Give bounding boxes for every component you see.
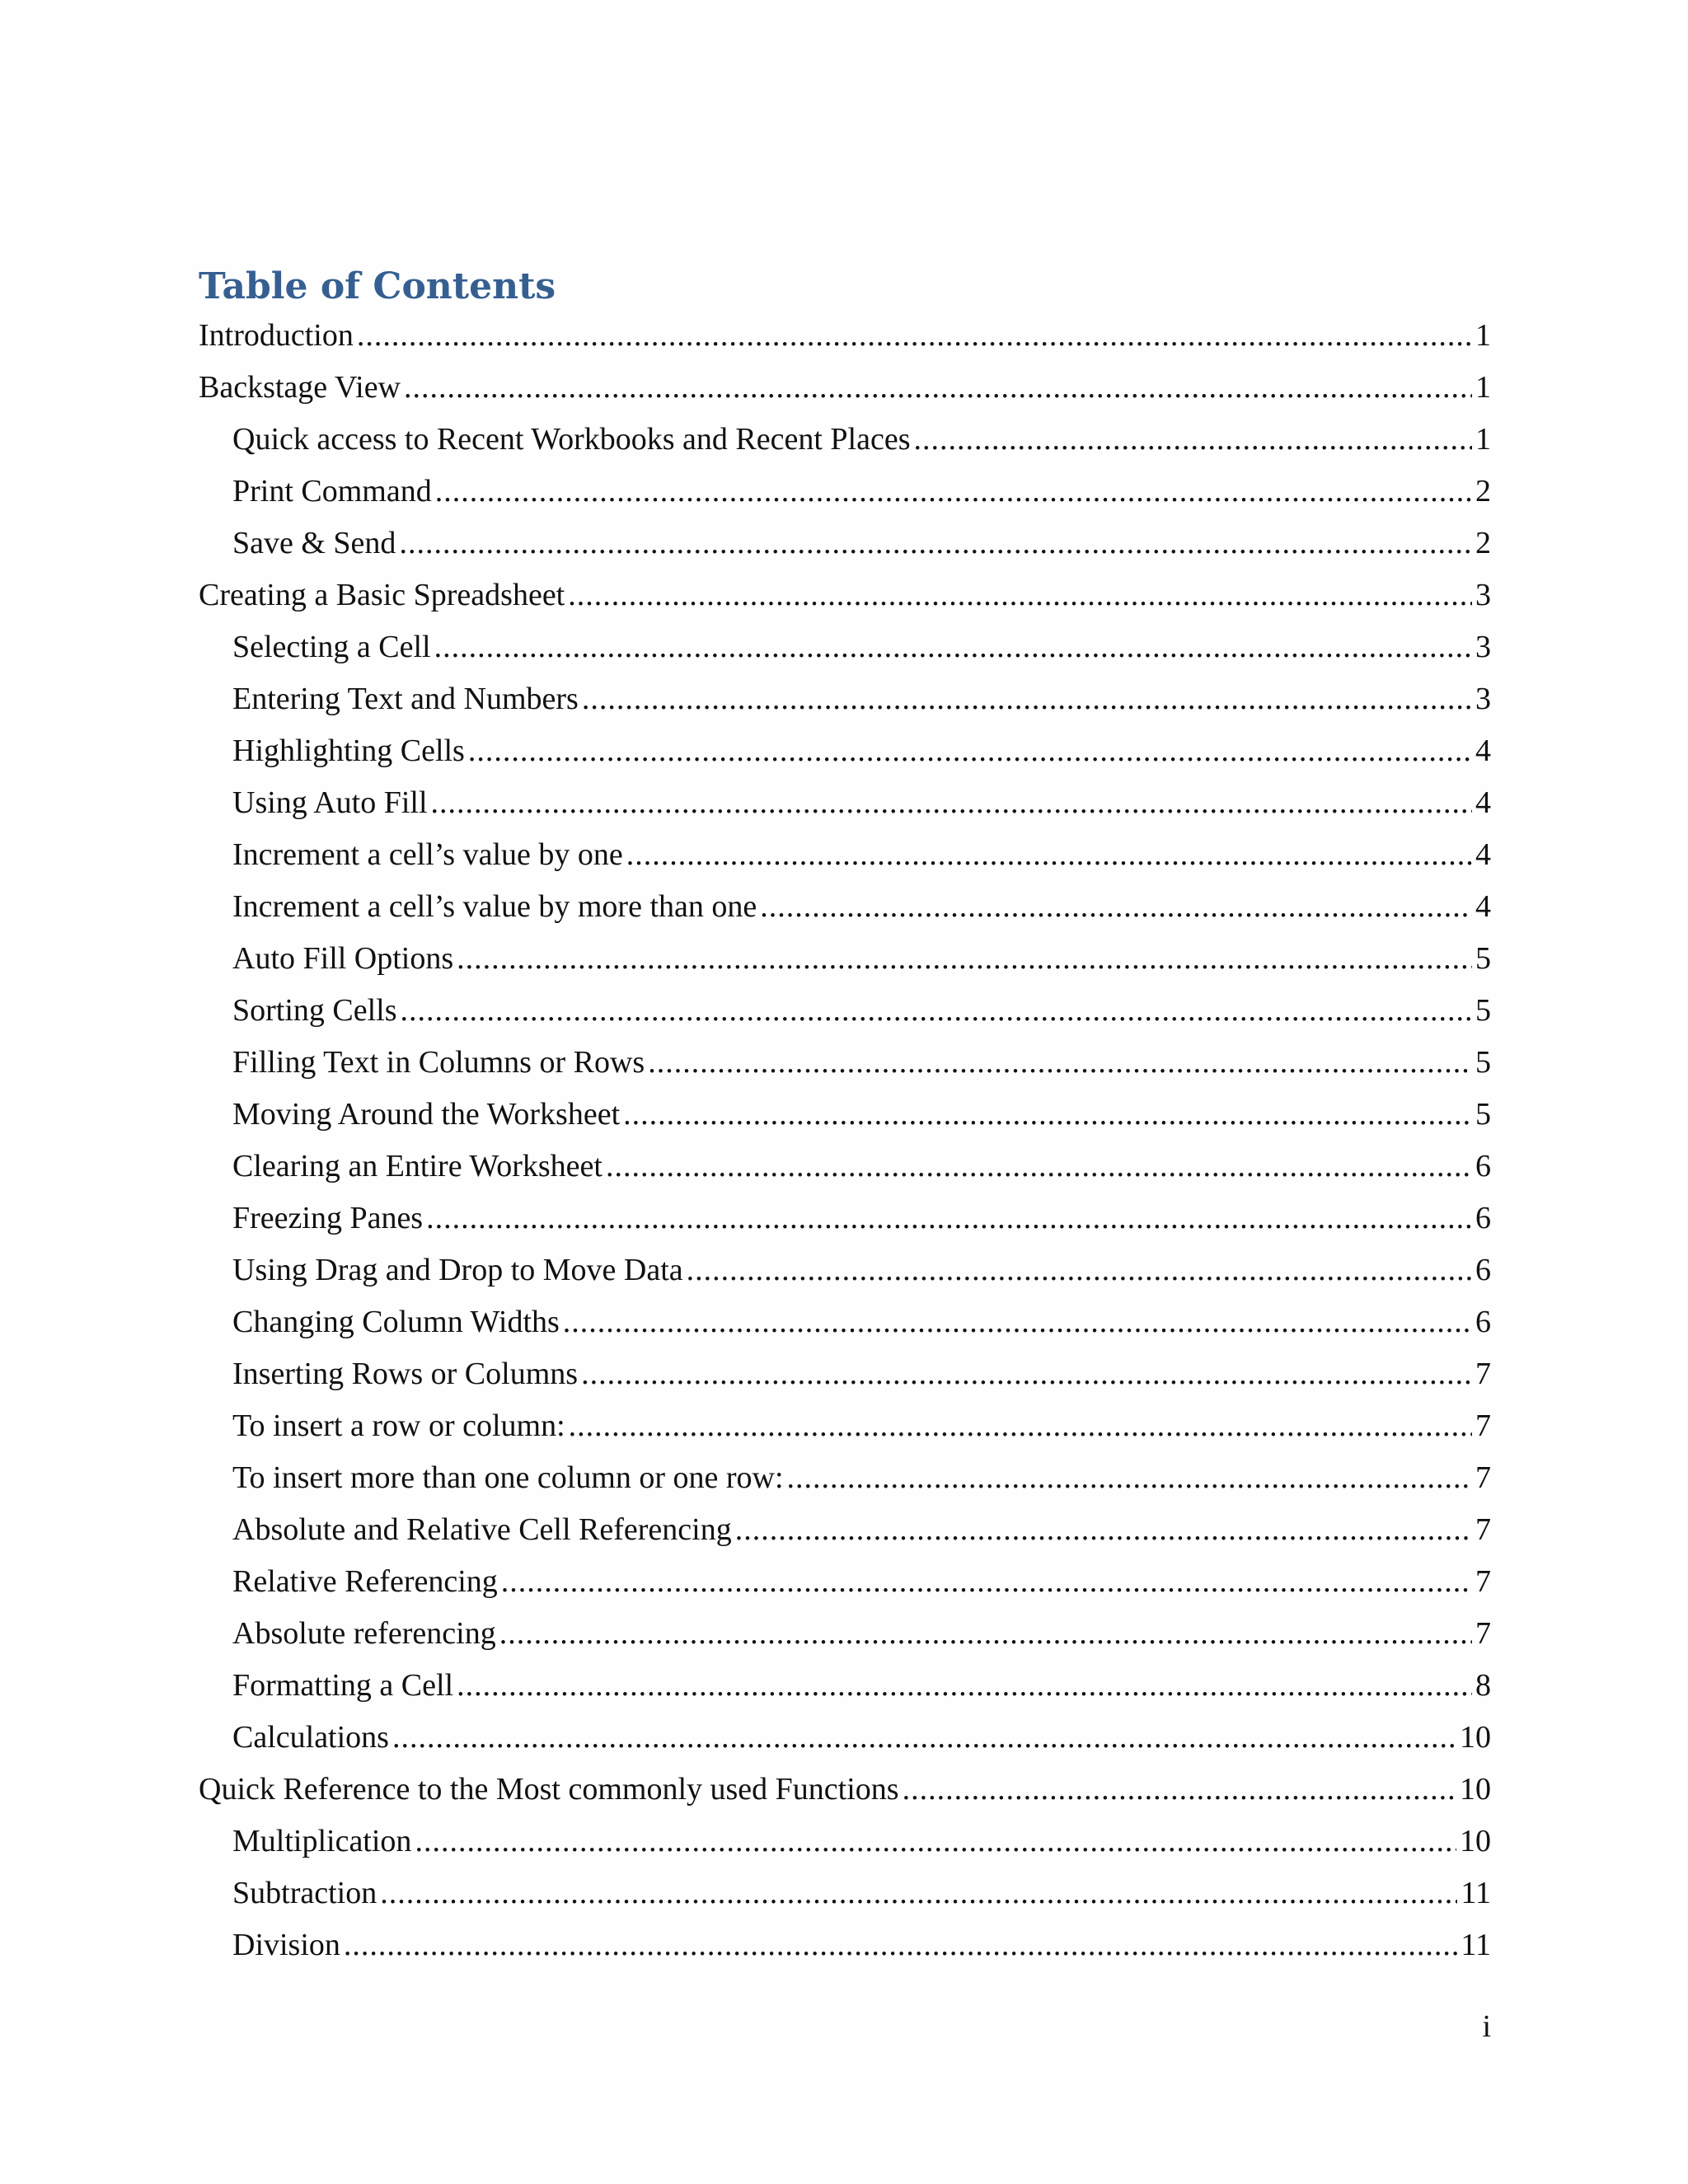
toc-entry[interactable] bbox=[199, 1504, 1491, 1556]
toc-dot-leader bbox=[606, 1141, 1472, 1193]
toc-dot-leader bbox=[760, 881, 1472, 933]
toc-entry-page: 7 bbox=[1475, 1564, 1491, 1599]
toc-entry-title: Entering Text and Numbers bbox=[232, 682, 579, 716]
toc-entry-page: 7 bbox=[1475, 1408, 1491, 1443]
toc-entry-title: Inserting Rows or Columns bbox=[232, 1357, 579, 1391]
toc-dot-leader bbox=[648, 1037, 1472, 1089]
toc-entry[interactable] bbox=[199, 1037, 1491, 1089]
toc-entry-title: Formatting a Cell bbox=[232, 1668, 454, 1703]
toc-entry-page: 7 bbox=[1475, 1512, 1491, 1547]
toc-entry-page: 2 bbox=[1475, 526, 1491, 560]
toc-entry-page: 2 bbox=[1475, 474, 1491, 509]
toc-entry[interactable] bbox=[199, 1193, 1491, 1244]
toc-entry[interactable] bbox=[199, 777, 1491, 829]
toc-entry-title: Print Command bbox=[232, 474, 432, 509]
toc-entry-page: 5 bbox=[1475, 1045, 1491, 1080]
toc-entry-page: 3 bbox=[1475, 578, 1491, 612]
toc-entry[interactable] bbox=[199, 466, 1491, 518]
toc-entry-title: Introduction bbox=[199, 318, 354, 353]
toc-dot-leader bbox=[380, 1868, 1457, 1919]
toc-entry[interactable] bbox=[199, 1141, 1491, 1193]
toc-entry-page: 1 bbox=[1475, 422, 1491, 457]
toc-entry-page: 10 bbox=[1460, 1772, 1491, 1807]
toc-entry-page: 5 bbox=[1475, 1097, 1491, 1132]
toc-dot-leader bbox=[903, 1764, 1456, 1816]
toc-entry[interactable] bbox=[199, 518, 1491, 569]
toc-entry[interactable] bbox=[199, 725, 1491, 777]
toc-entry[interactable] bbox=[199, 1556, 1491, 1608]
toc-entry[interactable] bbox=[199, 829, 1491, 881]
toc-list bbox=[199, 310, 1491, 1971]
toc-dot-leader bbox=[501, 1556, 1472, 1608]
toc-dot-leader bbox=[357, 310, 1472, 362]
toc-entry[interactable] bbox=[199, 362, 1491, 414]
toc-dot-leader bbox=[568, 569, 1472, 621]
toc-dot-leader bbox=[434, 621, 1472, 673]
toc-entry-page: 11 bbox=[1461, 1876, 1491, 1910]
toc-entry-title: Increment a cell’s value by one bbox=[232, 837, 623, 872]
toc-dot-leader bbox=[457, 1660, 1472, 1712]
toc-entry-page: 4 bbox=[1475, 837, 1491, 872]
toc-entry[interactable] bbox=[199, 1244, 1491, 1296]
toc-entry[interactable] bbox=[199, 881, 1491, 933]
toc-entry-title: Freezing Panes bbox=[232, 1201, 424, 1235]
toc-entry-page: 6 bbox=[1475, 1253, 1491, 1287]
toc-heading: Table of Contents bbox=[199, 265, 556, 307]
toc-entry-title: Auto Fill Options bbox=[232, 941, 454, 976]
toc-entry-page: 8 bbox=[1475, 1668, 1491, 1703]
toc-entry[interactable] bbox=[199, 569, 1491, 621]
toc-dot-leader bbox=[569, 1400, 1472, 1452]
toc-dot-leader bbox=[399, 518, 1472, 569]
toc-entry-title: Absolute referencing bbox=[232, 1616, 496, 1651]
toc-dot-leader bbox=[404, 362, 1472, 414]
toc-entry-page: 7 bbox=[1475, 1357, 1491, 1391]
toc-entry-title: Multiplication bbox=[232, 1824, 412, 1858]
toc-entry[interactable] bbox=[199, 1348, 1491, 1400]
toc-entry-title: Changing Column Widths bbox=[232, 1305, 560, 1339]
toc-entry[interactable] bbox=[199, 621, 1491, 673]
toc-entry-page: 4 bbox=[1475, 889, 1491, 924]
toc-entry-title: Selecting a Cell bbox=[232, 630, 431, 664]
toc-dot-leader bbox=[687, 1244, 1472, 1296]
toc-entry-page: 6 bbox=[1475, 1149, 1491, 1183]
toc-dot-leader bbox=[735, 1504, 1472, 1556]
toc-entry[interactable] bbox=[199, 985, 1491, 1037]
toc-entry[interactable] bbox=[199, 933, 1491, 985]
toc-dot-leader bbox=[563, 1296, 1472, 1348]
toc-dot-leader bbox=[623, 1089, 1472, 1141]
toc-entry[interactable] bbox=[199, 414, 1491, 466]
toc-dot-leader bbox=[431, 777, 1473, 829]
toc-dot-leader bbox=[344, 1919, 1458, 1971]
toc-entry-page: 5 bbox=[1475, 993, 1491, 1028]
toc-entry[interactable] bbox=[199, 673, 1491, 725]
toc-entry-title: Highlighting Cells bbox=[232, 733, 465, 768]
toc-entry-page: 10 bbox=[1460, 1720, 1491, 1755]
toc-entry-title: Increment a cell’s value by more than one bbox=[232, 889, 757, 924]
toc-entry-page: 11 bbox=[1461, 1928, 1491, 1962]
toc-dot-leader bbox=[468, 725, 1472, 777]
toc-entry[interactable] bbox=[199, 1868, 1491, 1919]
toc-entry-title: Sorting Cells bbox=[232, 993, 397, 1028]
toc-dot-leader bbox=[787, 1452, 1472, 1504]
toc-entry-title: Absolute and Relative Cell Referencing bbox=[232, 1512, 732, 1547]
toc-entry-page: 6 bbox=[1475, 1201, 1491, 1235]
toc-dot-leader bbox=[401, 985, 1472, 1037]
toc-entry[interactable] bbox=[199, 1452, 1491, 1504]
toc-entry-title: Relative Referencing bbox=[232, 1564, 498, 1599]
toc-entry-title: Save & Send bbox=[232, 526, 396, 560]
toc-entry-title: Subtraction bbox=[232, 1876, 377, 1910]
toc-entry-page: 10 bbox=[1460, 1824, 1491, 1858]
toc-entry-page: 4 bbox=[1475, 785, 1491, 820]
toc-entry-page: 5 bbox=[1475, 941, 1491, 976]
toc-entry[interactable] bbox=[199, 1764, 1491, 1816]
toc-entry[interactable] bbox=[199, 1400, 1491, 1452]
toc-entry-title: Using Drag and Drop to Move Data bbox=[232, 1253, 683, 1287]
toc-entry-page: 7 bbox=[1475, 1460, 1491, 1495]
toc-entry-page: 1 bbox=[1475, 370, 1491, 405]
toc-entry-title: Division bbox=[232, 1928, 340, 1962]
toc-entry[interactable] bbox=[199, 1712, 1491, 1764]
toc-entry-title: Clearing an Entire Worksheet bbox=[232, 1149, 603, 1183]
toc-dot-leader bbox=[582, 673, 1472, 725]
toc-entry[interactable] bbox=[199, 1296, 1491, 1348]
toc-dot-leader bbox=[435, 466, 1472, 518]
toc-entry[interactable] bbox=[199, 1608, 1491, 1660]
toc-entry-page: 6 bbox=[1475, 1305, 1491, 1339]
toc-entry-title: Using Auto Fill bbox=[232, 785, 428, 820]
toc-entry-title: Creating a Basic Spreadsheet bbox=[199, 578, 565, 612]
toc-entry-page: 3 bbox=[1475, 630, 1491, 664]
toc-entry[interactable] bbox=[199, 1089, 1491, 1141]
toc-entry-page: 1 bbox=[1475, 318, 1491, 353]
toc-dot-leader bbox=[457, 933, 1472, 985]
toc-entry-title: Moving Around the Worksheet bbox=[232, 1097, 621, 1132]
toc-entry[interactable] bbox=[199, 1919, 1491, 1971]
toc-entry[interactable] bbox=[199, 310, 1491, 362]
toc-dot-leader bbox=[426, 1193, 1472, 1244]
toc-entry[interactable] bbox=[199, 1660, 1491, 1712]
toc-entry-title: Filling Text in Columns or Rows bbox=[232, 1045, 645, 1080]
toc-dot-leader bbox=[581, 1348, 1472, 1400]
toc-entry-title: Calculations bbox=[232, 1720, 389, 1755]
toc-dot-leader bbox=[499, 1608, 1472, 1660]
toc-entry-page: 7 bbox=[1475, 1616, 1491, 1651]
toc-entry-page: 4 bbox=[1475, 733, 1491, 768]
toc-dot-leader bbox=[392, 1712, 1456, 1764]
toc-entry-page: 3 bbox=[1475, 682, 1491, 716]
toc-entry-title: Quick access to Recent Workbooks and Recent Places bbox=[232, 422, 911, 457]
toc-entry-title: To insert a row or column: bbox=[232, 1408, 565, 1443]
toc-entry[interactable] bbox=[199, 1816, 1491, 1868]
toc-entry-title: Quick Reference to the Most commonly used Functions bbox=[199, 1772, 899, 1807]
toc-dot-leader bbox=[626, 829, 1472, 881]
toc-entry-title: Backstage View bbox=[199, 370, 401, 405]
toc-entry-title: To insert more than one column or one row: bbox=[232, 1460, 784, 1495]
toc-dot-leader bbox=[415, 1816, 1456, 1868]
page-number: i bbox=[1482, 2009, 1491, 2044]
toc-dot-leader bbox=[914, 414, 1473, 466]
